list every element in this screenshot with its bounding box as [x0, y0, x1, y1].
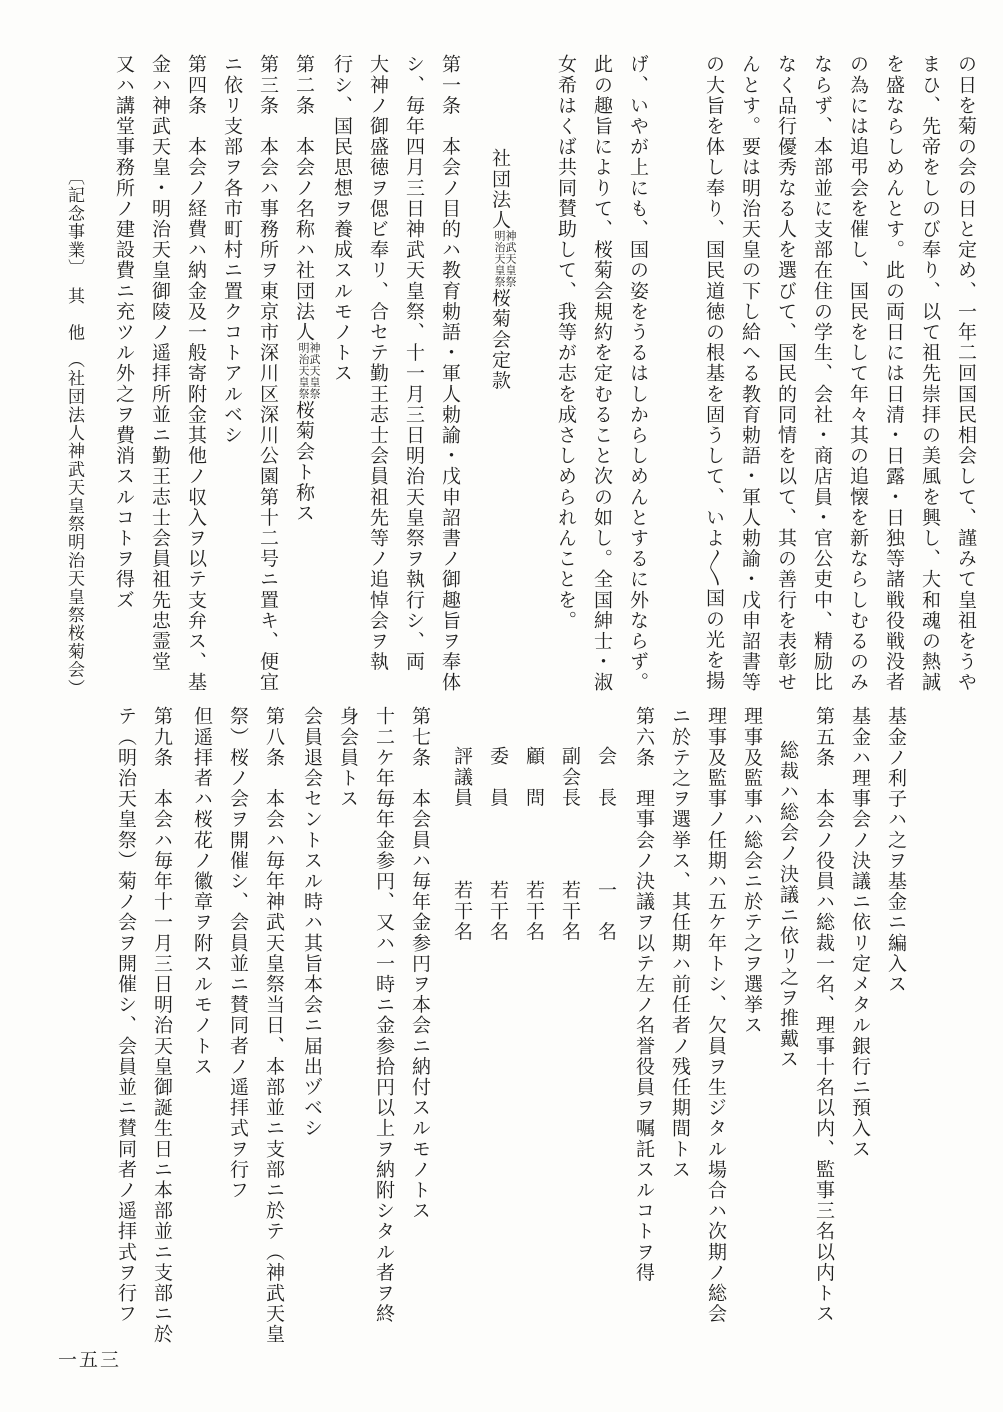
honorary-title: 評議員	[451, 746, 473, 808]
page-number: 一五三	[58, 1349, 122, 1371]
intro-line: 此の趣旨によりて、桜菊会規約を定むること次の如し。全国紳士・淑	[591, 54, 613, 693]
article-line: 理事及監事ノ任期ハ五ケ年トシ、欠員ヲ生ジタル場合ハ次期ノ総会	[705, 706, 727, 1324]
honorary-count: 若干名	[523, 880, 545, 942]
article-line: 但遥拝者ハ桜花ノ徽章ヲ附スルモノトス	[191, 706, 213, 1077]
article-line: 第五条 本会ノ役員ハ総裁一名、理事十名以内、監事三名以内トス	[813, 706, 835, 1324]
article-line: 理事及監事ハ総会ニ於テ之ヲ選挙ス	[741, 706, 763, 1036]
article-line: ニ依リ支部ヲ各市町村ニ置クコトアルベシ	[221, 54, 243, 446]
article-line: 第七条 本会員ハ毎年金参円ヲ本会ニ納付スルモノトス	[409, 706, 431, 1221]
article-line: 第九条 本会ハ毎年十一月三日明治天皇御誕生日ニ本部並ニ支部ニ於	[151, 706, 173, 1345]
regulations-title: 社団法人 神武天皇祭 明治天皇祭 桜菊会定款	[489, 148, 517, 391]
intro-line: の日を菊の会の日と定め、一年二回国民相会して、謹みて皇祖をうや	[955, 54, 977, 693]
intro-line: の大旨を体し奉り、国民道徳の根基を固うして、いよ〳〵国の光を揚	[703, 54, 725, 691]
honorary-title: 委 員	[487, 746, 509, 808]
intro-line: まひ、先帝をしのび奉り、以て祖先崇拝の美風を興し、大和魂の熱誠	[919, 54, 941, 693]
article-line: 行シ、国民思想ヲ養成スルモノトス	[331, 54, 353, 384]
intro-line: なく品行優秀なる人を選びて、国民的同情を以て、其の善行を表彰せ	[775, 54, 797, 693]
article-line: 第一条 本会ノ目的ハ教育勅語・軍人勅諭・戊申詔書ノ御趣旨ヲ奉体	[439, 54, 461, 693]
article-line: 大神ノ御盛徳ヲ偲ビ奉リ、合セテ勤王志士会員祖先等ノ追悼会ヲ執	[367, 54, 389, 672]
article-line: 基金ノ利子ハ之ヲ基金ニ編入ス	[885, 706, 907, 995]
honorary-title: 会 長	[595, 746, 617, 808]
honorary-count: 若干名	[451, 880, 473, 942]
article-line: 金ハ神武天皇・明治天皇御陵ノ遥拝所並ニ勤王志士会員祖先忠霊堂	[149, 54, 171, 672]
article-line: 総裁ハ総会ノ決議ニ依リ之ヲ推戴ス	[777, 740, 799, 1070]
honorary-count: 若干名	[559, 880, 581, 942]
name-annotation: 神武天皇祭 明治天皇祭	[297, 342, 321, 400]
article-line: テ（明治天皇祭）菊ノ会ヲ開催シ、会員並ニ賛同者ノ遥拝式ヲ行フ	[115, 706, 137, 1324]
source-note: 〔記念事業〕 其 他 （社団法人神武天皇祭明治天皇祭桜菊会）	[64, 168, 84, 697]
article-line: 基金ハ理事会ノ決議ニ依リ定メタル銀行ニ預入ス	[849, 706, 871, 1160]
article-line: 第三条 本会ハ事務所ヲ東京市深川区深川公園第十二号ニ置キ、便宜	[257, 54, 279, 693]
title-annotation: 神武天皇祭 明治天皇祭	[493, 230, 517, 288]
article-line: ニ於テ之ヲ選挙ス、其任期ハ前任者ノ残任期間トス	[669, 706, 691, 1180]
article-line: 第六条 理事会ノ決議ヲ以テ左ノ名誉役員ヲ嘱託スルコトヲ得	[633, 706, 655, 1283]
intro-line: 女希はくば共同賛助して、我等が志を成さしめられんことを。	[555, 54, 577, 631]
intro-line: ならず、本部並に支部在住の学生、会社・商店員・官公吏中、精励比	[811, 54, 833, 693]
article-line: 十二ケ年毎年金参円、又ハ一時ニ金参拾円以上ヲ納附シタル者ヲ終	[373, 706, 395, 1324]
article-2: 第二条 本会ノ名称ハ社団法人 神武天皇祭 明治天皇祭 桜菊会ト称ス	[293, 54, 321, 524]
intro-line: げ、いやが上にも、国の姿をうるはしからしめんとするに外ならず。	[627, 54, 649, 693]
honorary-title: 顧 問	[523, 746, 545, 808]
intro-line: んとす。要は明治天皇の下し給へる教育勅語・軍人勅諭・戊申詔書等	[739, 54, 761, 693]
article-line: 第八条 本会ハ毎年神武天皇祭当日、本部並ニ支部ニ於テ（神武天皇	[263, 706, 285, 1345]
article-line: シ、毎年四月三日神武天皇祭、十一月三日明治天皇祭ヲ執行シ、両	[403, 54, 425, 672]
honorary-count: 若干名	[487, 880, 509, 942]
article-line: 祭）桜ノ会ヲ開催シ、会員並ニ賛同者ノ遥拝式ヲ行フ	[227, 706, 249, 1201]
honorary-count: 一 名	[595, 880, 617, 942]
honorary-title: 副会長	[559, 746, 581, 808]
intro-line: の為には追弔会を催し、国民をして年々其の追懐を新ならしむるのみ	[847, 54, 869, 693]
article-line: 身会員トス	[337, 706, 359, 809]
article-line: 会員退会セントスル時ハ其旨本会ニ届出ヅベシ	[301, 706, 323, 1139]
article-line: 又ハ講堂事務所ノ建設費ニ充ツル外之ヲ費消スルコトヲ得ズ	[113, 54, 135, 611]
article-line: 第四条 本会ノ経費ハ納金及一般寄附金其他ノ収入ヲ以テ支弁ス、基	[185, 54, 207, 693]
intro-line: を盛ならしめんとす。此の両日には日清・日露・日独等諸戦役戦没者	[883, 54, 905, 693]
